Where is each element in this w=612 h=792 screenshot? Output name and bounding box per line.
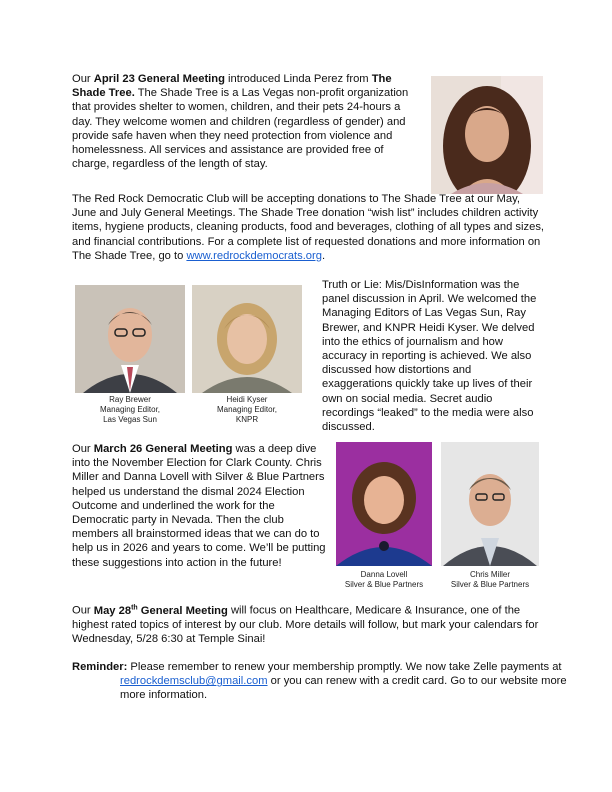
chris-miller-caption: Chris Miller Silver & Blue Partners	[450, 570, 530, 589]
ray-brewer-caption: Ray Brewer Managing Editor, Las Vegas Sun	[99, 395, 161, 424]
reminder-label: Reminder:	[72, 661, 128, 673]
may-meeting-title: May 28th General Meeting	[93, 604, 228, 617]
email-link[interactable]: redrockdemsclub@gmail.com	[120, 675, 268, 688]
truth-or-lie-paragraph: Truth or Lie: Mis/DisInformation was the panel discussion in April. We welcomed the Managing Editors of Las Vegas Sun, Ray Brewer, and KNPR Heidi Kyser. We delved into the ethics of journalism and how accuracy in reporting is achieved. We also discussed how distortions and exaggerations quickly take up lives of their own on social media. Secret audio recordings “leaked” to the media were also discussed.	[322, 279, 537, 434]
donations-paragraph: The Red Rock Democratic Club will be accepting donations to The Shade Tree at our May, June and July General Meetings. The Shade Tree donation “wish list” includes children activity items, hygiene products, cleaning products, food and beverages, clothing of all types and sizes, and financial contributions. For a complete list of requested donations and more information on The Shade Tree, go to www.redrockdemocrats.org.	[72, 193, 545, 262]
danna-lovell-caption: Danna Lovell Silver & Blue Partners	[344, 570, 424, 589]
ray-brewer-photo	[75, 285, 185, 393]
chris-miller-photo	[441, 442, 539, 566]
heidi-kyser-caption: Heidi Kyser Managing Editor, KNPR	[216, 395, 278, 424]
linda-perez-photo	[431, 76, 543, 194]
march-meeting-paragraph: Our March 26 General Meeting was a deep dive into the November Election for Clark County. Chris Miller and Danna Lovell with Silver & Blue Partners helped us understand the dismal 2024 Election Outcome and underlined the work for the Democratic party in Nevada. Then the club members all brainstormed ideas that we can do to help us in 2026 and years to come. We’ll be putting these suggestions into action in the future!	[72, 443, 326, 569]
danna-lovell-photo	[336, 442, 432, 566]
shade-tree-name: The Shade Tree.	[72, 73, 392, 100]
website-link[interactable]: www.redrockdemocrats.org	[186, 249, 322, 262]
april-meeting-paragraph: Our April 23 General Meeting introduced Linda Perez from The Shade Tree. The Shade Tree is a Las Vegas non-profit organization that provides shelter to women, children, and their pets 24-hours a day. They welcome women and children (regardless of gender) and provide safe haven when they need protection from violence and homelessness. All services and assistance are provided free of charge, regardless of the length of stay.	[72, 73, 409, 171]
heidi-kyser-photo	[192, 285, 302, 393]
reminder-paragraph: Reminder: Please remember to renew your membership promptly. We now take Zelle payments at redrockdemsclub@gmail.com or you can renew with a credit card. Go to our website more more information.	[72, 661, 567, 702]
may-meeting-paragraph: Our May 28th General Meeting will focus on Healthcare, Medicare & Insurance, one of the highest rated topics of interest by our club. More details will follow, but mark your calendars for Wednesday, 5/28 6:30 at Temple Sinai!	[72, 604, 539, 646]
march-meeting-title: March 26 General Meeting	[93, 443, 233, 455]
april-meeting-title: April 23 General Meeting	[93, 73, 225, 85]
